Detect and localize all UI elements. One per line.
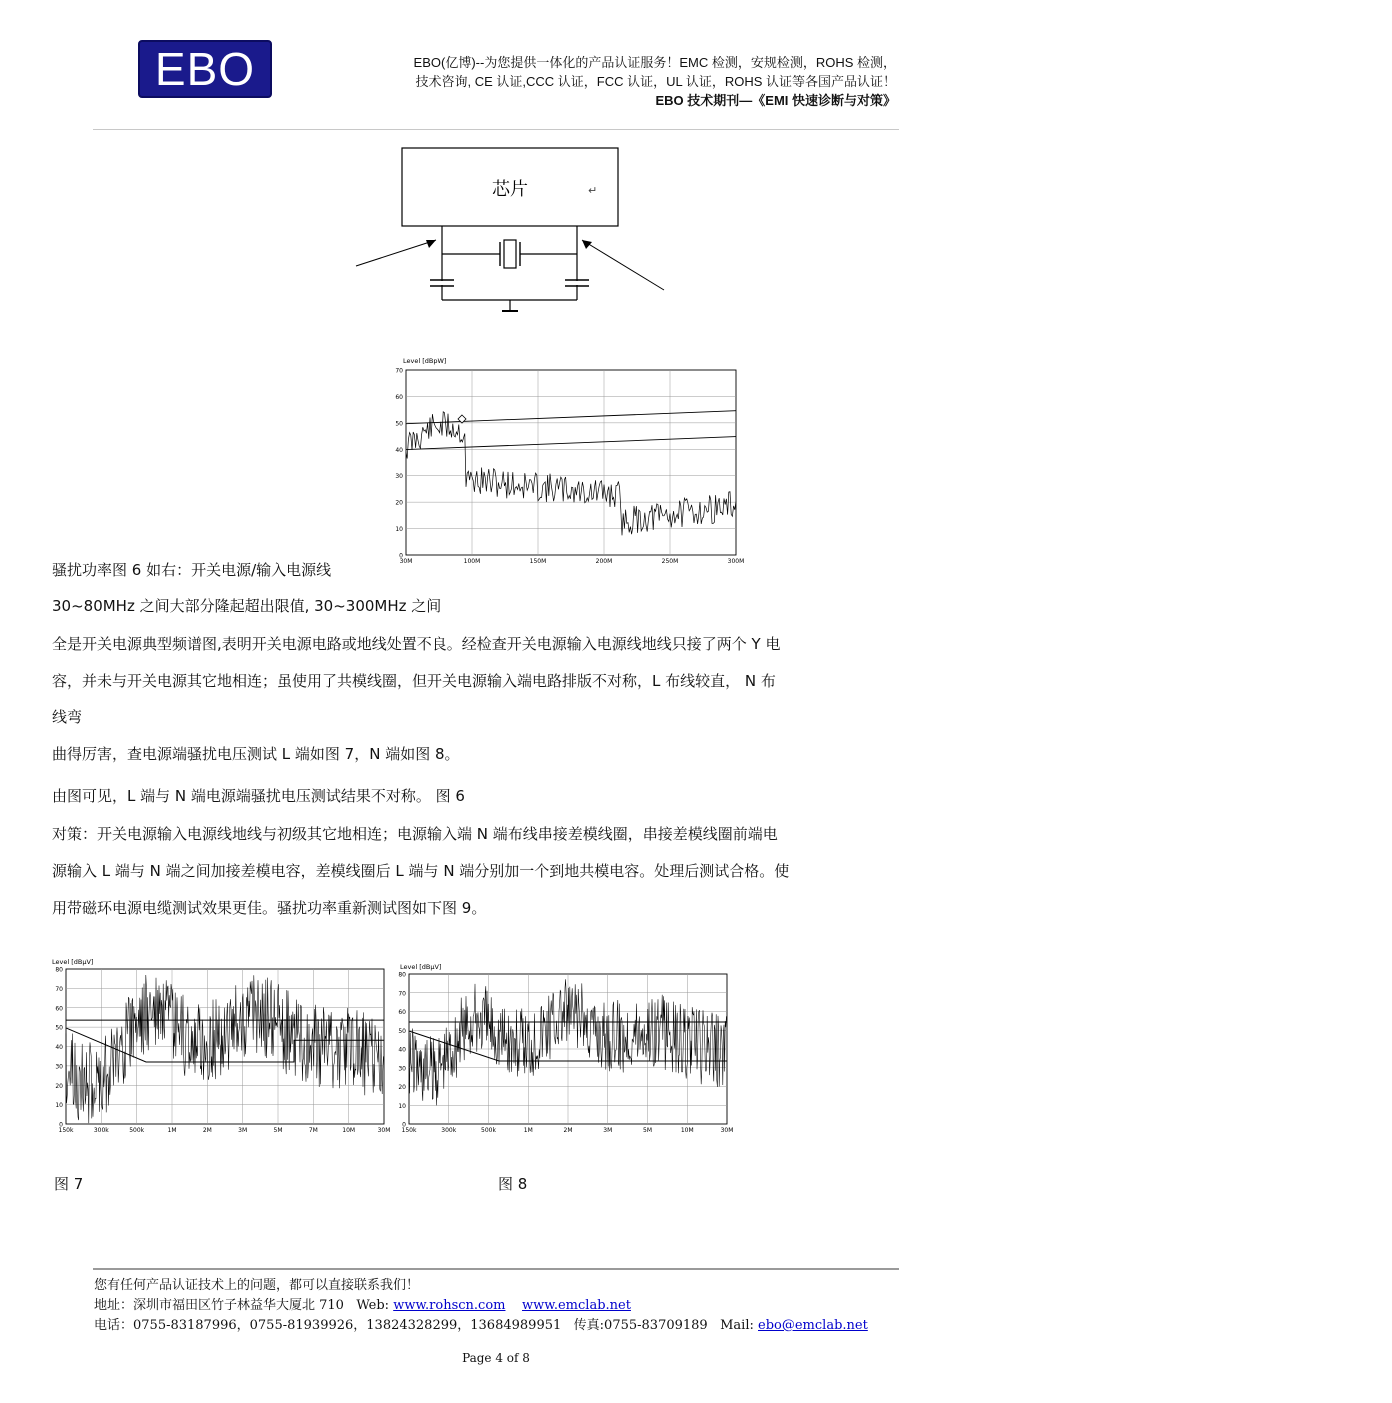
link-emclab[interactable]: www.emclab.net <box>522 1298 631 1313</box>
chart7-ytick: 40 <box>55 1044 63 1051</box>
chart6-ytick: 0 <box>399 552 403 560</box>
footer-phone-line <box>94 1317 868 1335</box>
chart8-xtick: 500k <box>481 1127 496 1134</box>
chart8-xtick: 150k <box>401 1127 417 1134</box>
chart7-ytick: 50 <box>55 1024 63 1032</box>
chart6-xtick: 250M <box>661 558 679 565</box>
chart7-ytick: 60 <box>55 1005 63 1013</box>
chart6-title: Level [dBpW] <box>403 357 447 365</box>
paragraph-9: 源输入 L 端与 N 端之间加接差模电容，差模线圈后 L 端与 N 端分别加一个到地共模电容。处理后测试合格。使 <box>52 862 790 880</box>
arrow-left <box>356 240 436 266</box>
ebo-logo <box>138 40 272 98</box>
chart6-xtick: 150M <box>529 558 547 565</box>
chip-crystal-diagram <box>350 140 680 325</box>
chart8-xtick: 10M <box>680 1127 694 1134</box>
mail-label: Mail: <box>720 1318 754 1333</box>
chart6-ytick: 50 <box>395 420 403 428</box>
chart6-ytick: 60 <box>395 393 403 401</box>
paragraph-4: 容，并未与开关电源其它地相连；虽使用了共模线圈，但开关电源输入端电路排版不对称，L 布线较直， N 布 <box>52 672 776 690</box>
chart7-ytick: 10 <box>55 1102 63 1110</box>
chart7-xtick: 3M <box>238 1127 248 1134</box>
chart7-ytick: 70 <box>55 985 63 993</box>
chart7-xtick: 300k <box>93 1127 109 1134</box>
chart8-ytick: 70 <box>398 990 406 998</box>
chart7-xtick: 1M <box>167 1127 177 1134</box>
paragraph-1: 骚扰功率图 6 如右：开关电源/输入电源线 <box>52 561 332 579</box>
header-line-1: EBO(亿博)--为您提供一体化的产品认证服务！EMC 检测，安规检测，ROHS 检测， <box>413 55 896 70</box>
chart8-ytick: 40 <box>398 1046 406 1054</box>
footer-address: 地址：深圳市福田区竹子林益华大厦北 710 <box>94 1298 344 1313</box>
figure-7-chart <box>52 955 392 1135</box>
crystal-symbol <box>500 240 520 268</box>
chart8-ytick: 10 <box>398 1102 406 1110</box>
chart8-ytick: 60 <box>398 1009 406 1016</box>
chart8-xtick: 3M <box>603 1127 613 1134</box>
link-rohscn[interactable]: www.rohscn.com <box>393 1298 506 1313</box>
paragraph-3: 全是开关电源典型频谱图,表明开关电源电路或地线处置不良。经检查开关电源输入电源线地线只接了两个 Y 电 <box>52 635 781 653</box>
header-journal-title: EBO 技术期刊—《EMI 快速诊断与对策》 <box>655 93 896 108</box>
figure-8-chart <box>395 960 735 1135</box>
chart6-ytick: 30 <box>395 473 403 481</box>
chart8-ytick: 30 <box>398 1065 406 1073</box>
figure-8-caption: 图 8 <box>498 1175 528 1193</box>
chart8-ytick: 20 <box>398 1084 406 1091</box>
chart8-xtick: 2M <box>563 1127 573 1134</box>
return-mark: ↵ <box>588 184 598 197</box>
figure-7-caption: 图 7 <box>54 1175 84 1193</box>
chart7-ytick: 30 <box>55 1063 63 1071</box>
chip-label: 芯片 <box>492 179 528 200</box>
chart7-xtick: 500k <box>129 1127 145 1134</box>
chart8-xtick: 5M <box>643 1127 652 1134</box>
footer-divider <box>93 1268 899 1270</box>
chart8-ytick: 80 <box>398 971 406 979</box>
footer-phone: 电话：0755-83187996，0755-81939926，13824328299，13684989951 <box>94 1318 562 1333</box>
chart6-ytick: 20 <box>395 499 403 507</box>
paragraph-8: 对策：开关电源输入电源线地线与初级其它地相连；电源输入端 N 端布线串接差模线圈，串接差模线圈前端电 <box>52 825 778 843</box>
chart8-title: Level [dBμV] <box>400 963 442 971</box>
chart6-ytick: 70 <box>395 367 403 375</box>
chart6-xtick: 300M <box>727 558 745 565</box>
chart6-xtick: 100M <box>463 558 481 565</box>
chart7-xtick: 30M <box>377 1127 391 1134</box>
paragraph-10: 用带磁环电源电缆测试效果更佳。骚扰功率重新测试图如下图 9。 <box>52 899 487 917</box>
chart8-xtick: 1M <box>523 1127 533 1134</box>
arrow-right <box>582 240 664 290</box>
page-number: Page 4 of 8 <box>462 1351 530 1365</box>
chart8-xtick: 30M <box>720 1127 734 1134</box>
chart7-xtick: 10M <box>342 1127 356 1134</box>
chart7-xtick: 7M <box>308 1127 318 1134</box>
header-divider <box>93 129 899 130</box>
chart7-xtick: 150k <box>58 1127 74 1134</box>
footer-fax: 传真:0755-83709189 <box>573 1318 708 1333</box>
chart6-xtick: 30M <box>399 558 413 565</box>
chart7-ytick: 80 <box>55 966 63 974</box>
chart7-xtick: 5M <box>273 1127 283 1134</box>
chart6-ytick: 10 <box>395 526 403 534</box>
chart7-ytick: 0 <box>59 1121 63 1129</box>
chart7-title: Level [dBμV] <box>52 958 94 966</box>
paragraph-2: 30~80MHz 之间大部分隆起超出限值, 30~300MHz 之间 <box>52 597 442 615</box>
chart8-ytick: 0 <box>402 1121 406 1129</box>
footer-contact-invite: 您有任何产品认证技术上的问题，都可以直接联系我们！ <box>94 1278 420 1293</box>
web-label: Web: <box>356 1298 390 1313</box>
paragraph-7: 由图可见，L 端与 N 端电源端骚扰电压测试结果不对称。 图 6 <box>52 787 465 805</box>
chart7-xtick: 2M <box>202 1127 212 1134</box>
chart7-ytick: 20 <box>55 1082 63 1090</box>
link-email[interactable]: ebo@emclab.net <box>758 1318 868 1333</box>
footer-address-line <box>94 1297 631 1315</box>
paragraph-6: 曲得厉害，查电源端骚扰电压测试 L 端如图 7，N 端如图 8。 <box>52 745 460 763</box>
figure-6-chart <box>390 352 745 572</box>
chart6-xtick: 200M <box>595 558 613 565</box>
chart8-xtick: 300k <box>441 1127 457 1134</box>
logo-text: EBO <box>154 43 256 95</box>
header-line-2: 技术咨询, CE 认证,CCC 认证，FCC 认证，UL 认证，ROHS 认证等各国产品认证！ <box>415 74 896 89</box>
chart6-ytick: 40 <box>395 446 403 454</box>
paragraph-5: 线弯 <box>52 708 83 726</box>
chart8-ytick: 50 <box>398 1027 406 1035</box>
